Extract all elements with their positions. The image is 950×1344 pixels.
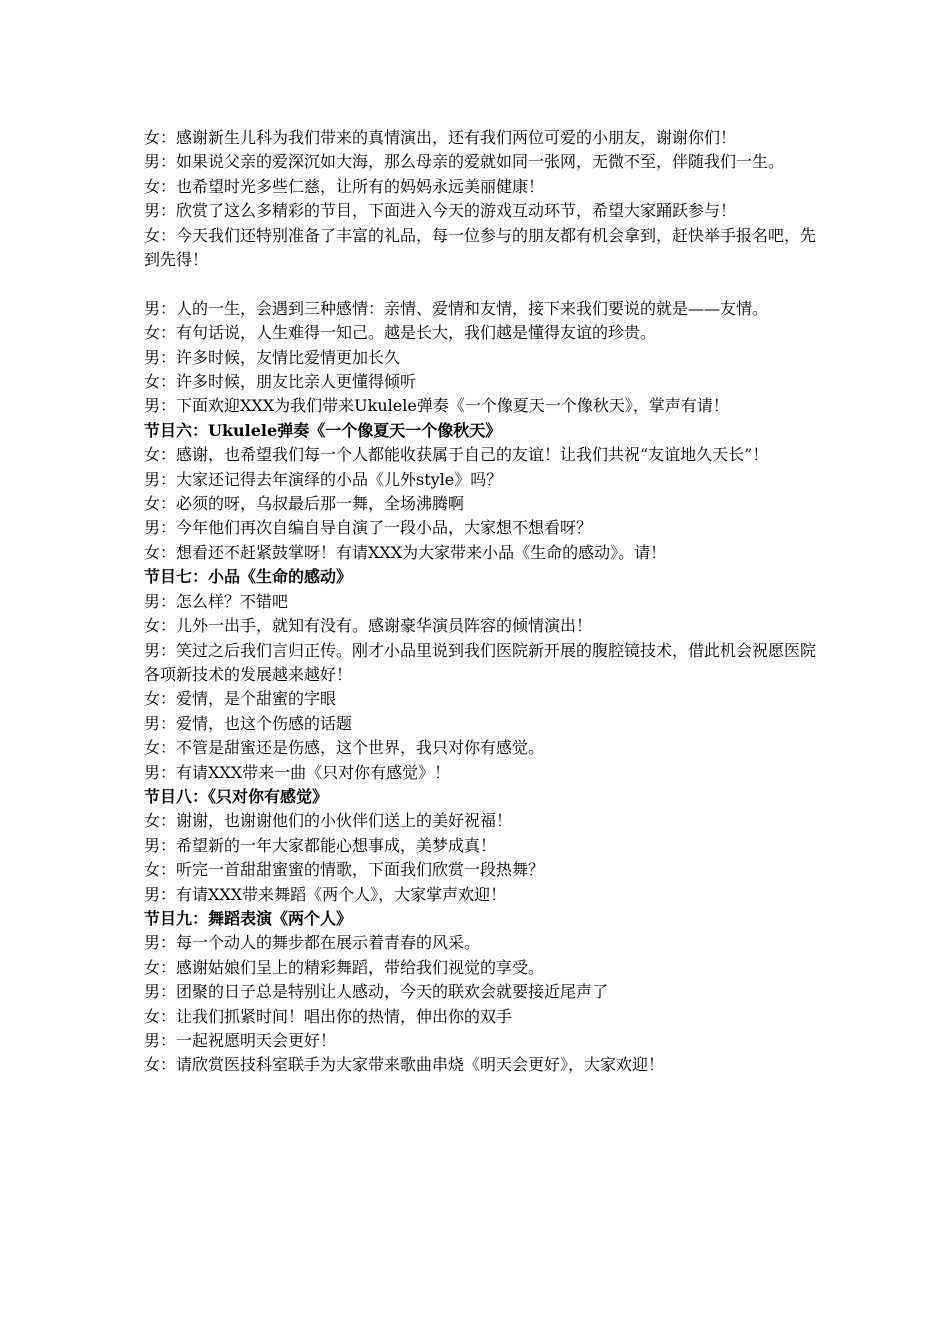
program-heading: 节目九：舞蹈表演《两个人》 (144, 908, 353, 928)
dialogue-line: 女：请欣赏医技科室联手为大家带来歌曲串烧《明天会更好》，大家欢迎！ (144, 1055, 665, 1075)
dialogue-line: 男：今年他们再次自编自导自演了一段小品，大家想不想看呀？ (144, 518, 593, 538)
program-heading: 节目八：《只对你有感觉》 (144, 786, 329, 806)
dialogue-line: 男：欣赏了这么多精彩的节目，下面进入今天的游戏互动环节，希望大家踊跃参与！ (144, 201, 737, 221)
dialogue-line: 男：怎么样？不错吧 (144, 591, 289, 611)
program-heading: 节目七：小品《生命的感动》 (144, 567, 353, 587)
dialogue-line: 女：感谢，也希望我们每一个人都能收获属于自己的友谊！让我们共祝“友谊地久天长”！ (144, 445, 769, 465)
dialogue-line: 男：团聚的日子总是特别让人感动，今天的联欢会就要接近尾声了 (144, 982, 609, 1002)
document-page (144, 126, 824, 1078)
dialogue-line: 男：许多时候，友情比爱情更加长久 (144, 347, 401, 367)
dialogue-line: 男：有请XXX带来一曲《只对你有感觉》！ (144, 762, 451, 782)
dialogue-line: 女：不管是甜蜜还是伤感，这个世界，我只对你有感觉。 (144, 738, 545, 758)
dialogue-line: 男：大家还记得去年演绎的小品《儿外style》吗？ (144, 469, 503, 489)
dialogue-line: 男：如果说父亲的爱深沉如大海，那么母亲的爱就如同一张网，无微不至，伴随我们一生。 (144, 152, 785, 172)
dialogue-line: 男：笑过之后我们言归正传。刚才小品里说到我们医院新开展的腹腔镜技术，借此机会祝愿医院各项新技术的发展越来越好！ (144, 640, 817, 684)
dialogue-line: 女：许多时候，朋友比亲人更懂得倾听 (144, 372, 417, 392)
blank-line (144, 272, 824, 296)
dialogue-line: 女：谢谢，也谢谢他们的小伙伴们送上的美好祝福！ (144, 811, 513, 831)
dialogue-line: 男：人的一生，会遇到三种感情：亲情、爱情和友情，接下来我们要说的就是——友情。 (144, 298, 769, 318)
dialogue-line: 女：感谢新生儿科为我们带来的真情演出，还有我们两位可爱的小朋友，谢谢你们！ (144, 128, 737, 147)
dialogue-line: 女：爱情，是个甜蜜的字眼 (144, 689, 337, 709)
dialogue-line: 男：每一个动人的舞步都在展示着青春的风采。 (144, 933, 481, 953)
dialogue-line: 女：今天我们还特别准备了丰富的礼品，每一位参与的朋友都有机会拿到，赶快举手报名吧，先到先得！ (144, 225, 817, 270)
dialogue-line: 女：让我们抓紧时间！唱出你的热情，伸出你的双手 (144, 1006, 513, 1026)
dialogue-line: 女：儿外一出手，就知有没有。感谢豪华演员阵容的倾情演出！ (144, 616, 593, 636)
dialogue-line: 女：听完一首甜甜蜜蜜的情歌，下面我们欣赏一段热舞？ (144, 860, 545, 880)
dialogue-line: 男：下面欢迎XXX为我们带来Ukulele弹奏《一个像夏天一个像秋天》，掌声有请！ (144, 396, 729, 416)
program-heading: 节目六：Ukulele弹奏《一个像夏天一个像秋天》 (144, 420, 502, 440)
dialogue-line: 男：爱情，也这个伤感的话题 (144, 713, 353, 733)
dialogue-line: 女：想看还不赶紧鼓掌呀！有请XXX为大家带来小品《生命的感动》。请！ (144, 542, 667, 562)
dialogue-line: 男：有请XXX带来舞蹈《两个人》，大家掌声欢迎！ (144, 884, 507, 904)
dialogue-line: 女：有句话说，人生难得一知己。越是长大，我们越是懂得友谊的珍贵。 (144, 323, 657, 343)
dialogue-line: 男：希望新的一年大家都能心想事成，美梦成真！ (144, 835, 497, 855)
dialogue-line: 女：也希望时光多些仁慈，让所有的妈妈永远美丽健康！ (144, 176, 545, 196)
dialogue-line: 男：一起祝愿明天会更好！ (144, 1031, 337, 1051)
dialogue-line: 女：必须的呀，乌叔最后那一舞，全场沸腾啊 (144, 494, 465, 514)
dialogue-line: 女：感谢姑娘们呈上的精彩舞蹈，带给我们视觉的享受。 (144, 957, 545, 977)
